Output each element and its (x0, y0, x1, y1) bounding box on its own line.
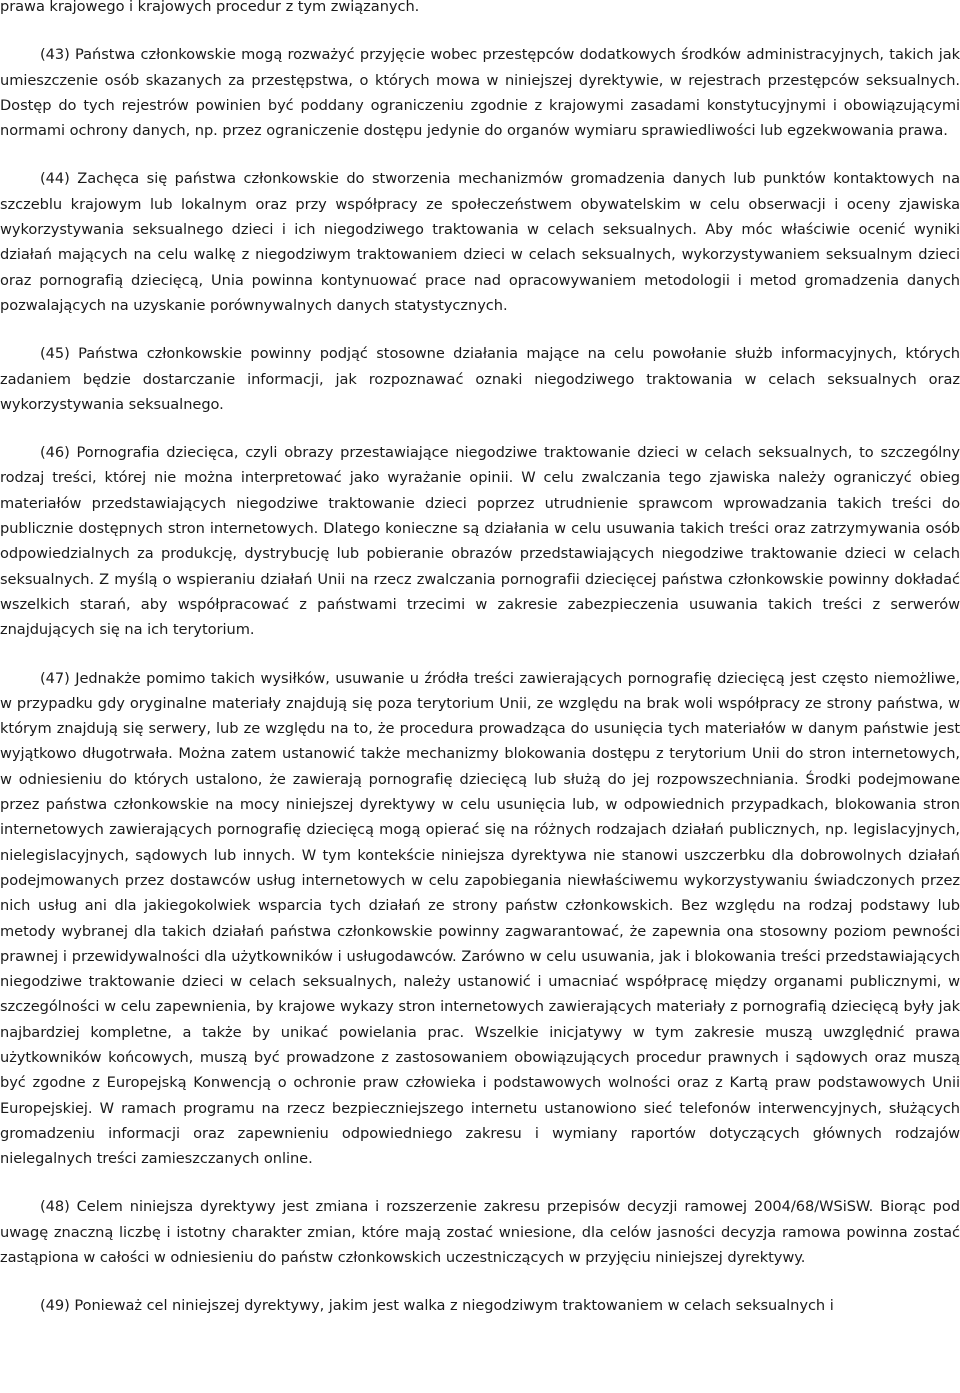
paragraph-text: (49) Ponieważ cel niniejszej dyrektywy, jakim jest walka z niegodziwym traktowaniem w celach seksualnych i (40, 1297, 834, 1315)
paragraph-text: (48) Celem niniejsza dyrektywy jest zmiana i rozszerzenie zakresu przepisów decyzji ramowej 2004/68/WSiSW. Biorąc pod uwagę znaczną liczbę i istotny charakter zmian, które mają zostać wniesione, dla celów jasności decyzja ramowa powinna zostać zastąpiona w całości w odniesieniu do państw członkowskich uczestniczących w przyjęciu niniejszej dyrektywy. (0, 1198, 960, 1267)
paragraph-45 (0, 341, 960, 417)
paragraph-text: (44) Zachęca się państwa członkowskie do stworzenia mechanizmów gromadzenia danych lub punktów kontaktowych na szczeblu krajowym lub lokalnym oraz przy współpracy ze społeczeństwem obywatelskim w celu obserwacji i oceny zjawiska wykorzystywania seksualnego dzieci i ich niegodziwego traktowania w celach seksualnych. Aby móc właściwie ocenić wyniki działań mających na celu walkę z niegodziwym traktowaniem dzieci w celach seksualnych, wykorzystywaniem seksualnym dzieci oraz pornografią dziecięcą, Unia powinna kontynuować prace nad opracowywaniem metodologii i metod gromadzenia danych pozwalających na uzyskanie porównywalnych danych statystycznych. (0, 170, 960, 314)
paragraph-46 (0, 440, 960, 642)
paragraph-42-continuation (0, 0, 960, 19)
paragraph-text: (47) Jednakże pomimo takich wysiłków, usuwanie u źródła treści zawierających pornografię dziecięcą jest często niemożliwe, w przypadku gdy oryginalne materiały znajdują się poza terytorium Unii, ze względu na brak woli współpracy ze strony państwa, w którym znajdują się serwery, lub ze względu na to, że procedura prowadząca do usunięcia tych materiałów w danym państwie jest wyjątkowo długotrwała. Można zatem ustanowić także mechanizmy blokowania dostępu z terytorium Unii do stron internetowych, w odniesieniu do których ustalono, że zawierają pornografię dziecięcą lub służą do jej rozpowszechniania. Środki podejmowane przez państwa członkowskie na mocy niniejszej dyrektywy w celu usunięcia lub, w odpowiednich przypadkach, blokowania stron internetowych zawierających pornografię dziecięcą mogą opierać się na różnych rodzajach działań publicznych, np. legislacyjnych, nielegislacyjnych, sądowych lub innych. W tym kontekście niniejsza dyrektywa nie stanowi uszczerbku dla dobrowolnych działań podejmowanych przez dostawców usług internetowych w celu zapobiegania niewłaściwemu wykorzystywaniu świadczonych przez nich usług ani dla jakiegokolwiek wsparcia tych działań ze strony państw członkowskich. Bez względu na rodzaj podstawy lub metody wybranej dla takich działań państwa członkowskie powinny zagwarantować, że zapewnia ona stosowny poziom pewności prawnej i przewidywalności dla użytkowników i usługodawców. Zarówno w celu usuwania, jak i blokowania treści przedstawiających niegodziwe traktowanie dzieci w celach seksualnych, należy ustanowić i umacniać współpracę między organami publicznymi, w szczególności w celu zapewnienia, by krajowe wykazy stron internetowych zawierających materiały z pornografią dziecięcą były jak najbardziej kompletne, a także by unikać powielania prac. Wszelkie inicjatywy w tym zakresie muszą uwzględnić prawa użytkowników końcowych, muszą być prowadzone z zastosowaniem obowiązujących procedur prawnych i sądowych oraz muszą być zgodne z Europejską Konwencją o ochronie praw człowieka i podstawowych wolności oraz z Kartą praw podstawowych Unii Europejskiej. W ramach programu na rzecz bezpieczniejszego internetu ustanowiono sieć telefonów interwencyjnych, służących gromadzeniu informacji oraz zapewnieniu odpowiedniego zakresu i wymiany raportów dotyczących głównych rodzajów nielegalnych treści zamieszczanych online. (0, 669, 960, 1168)
paragraph-44 (0, 166, 960, 318)
paragraph-48 (0, 1194, 960, 1270)
paragraph-text: (43) Państwa członkowskie mogą rozważyć przyjęcie wobec przestępców dodatkowych środków administracyjnych, takich jak umieszczenie osób skazanych za przestępstwa, o których mowa w niniejszej dyrektywie, w rejestrach przestępców seksualnych. Dostęp do tych rejestrów powinien być poddany ograniczeniu zgodnie z krajowymi zasadami konstytucyjnymi i obowiązującymi normami ochrony danych, np. przez ograniczenie dostępu jedynie do organów wymiaru sprawiedliwości lub egzekwowania prawa. (0, 46, 960, 140)
paragraph-49 (0, 1293, 960, 1318)
paragraph-43 (0, 42, 960, 143)
paragraph-text: (45) Państwa członkowskie powinny podjąć stosowne działania mające na celu powołanie służb informacyjnych, których zadaniem będzie dostarczanie informacji, jak rozpoznawać oznaki niegodziwego traktowania w celach seksualnych oraz wykorzystywania seksualnego. (0, 345, 960, 413)
paragraph-text: (46) Pornografia dziecięca, czyli obrazy przestawiające niegodziwe traktowanie dzieci w celach seksualnych, to szczególny rodzaj treści, której nie można interpretować jako wyrażanie opinii. W celu zwalczania tego zjawiska należy ograniczyć obieg materiałów przedstawiających niegodziwe traktowanie dzieci poprzez utrudnienie sprawcom wprowadzania takich treści do publicznie dostępnych stron internetowych. Dlatego konieczne są działania w celu usuwania takich treści oraz zatrzymywania osób odpowiedzialnych za produkcję, dystrybucję lub pobieranie obrazów przedstawiających niegodziwe traktowanie dzieci w celach seksualnych. Z myślą o wspieraniu działań Unii na rzecz zwalczania pornografii dziecięcej państwa członkowskie powinny dokładać wszelkich starań, aby współpracować z państwami trzecimi w zakresie zabezpieczenia usuwania takich treści z serwerów znajdujących się na ich terytorium. (0, 444, 960, 639)
paragraph-47 (0, 666, 960, 1172)
paragraph-text: prawa krajowego i krajowych procedur z tym związanych. (0, 0, 420, 15)
